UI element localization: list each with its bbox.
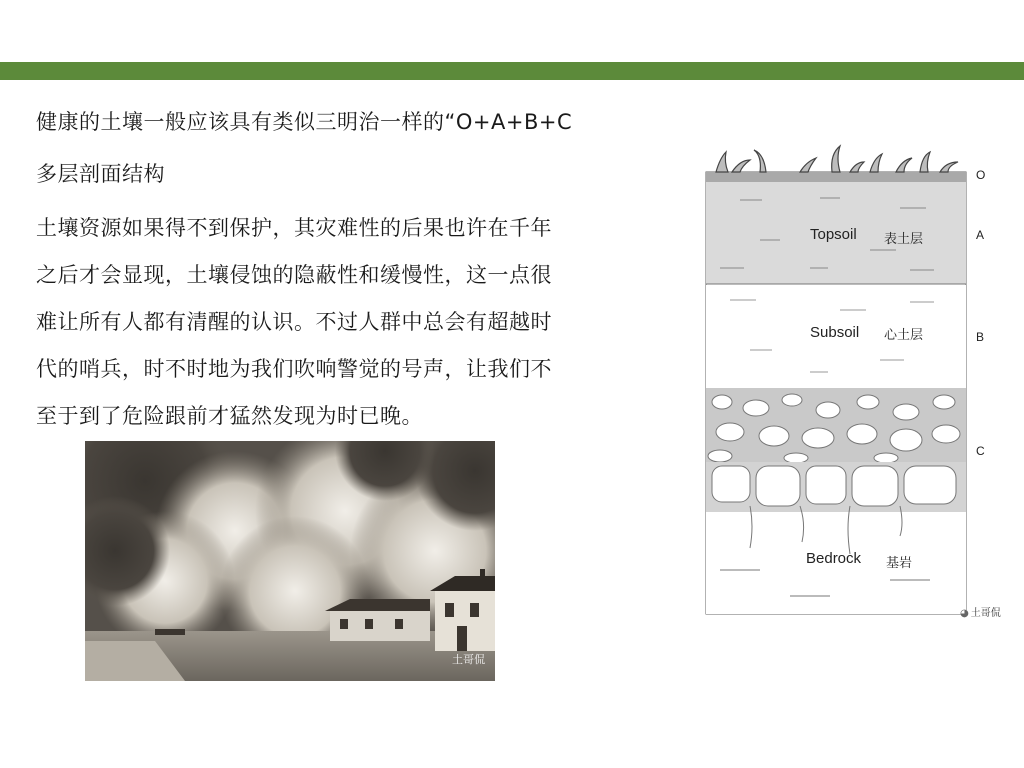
paragraph-line: 之后才会显现，土壤侵蚀的隐蔽性和缓慢性，这一点很 bbox=[36, 263, 552, 287]
heading-line: 多层剖面结构 bbox=[36, 162, 165, 186]
header-accent-bar bbox=[0, 62, 1024, 80]
layer-label-subsoil: Subsoil bbox=[810, 324, 860, 341]
heading-line: 健康的土壤一般应该具有类似三明治一样的“O+A+B+C bbox=[36, 110, 573, 134]
dust-storm-photo bbox=[85, 441, 495, 681]
paragraph-line: 至于到了危险跟前才猛然发现为时已晚。 bbox=[36, 404, 423, 428]
profile-watermark: ◕ 土哥侃 bbox=[960, 604, 1001, 619]
slide-heading bbox=[36, 96, 656, 200]
horizon-letter-c: C bbox=[976, 444, 985, 458]
horizon-letter-o: O bbox=[976, 168, 986, 182]
paragraph-line: 代的哨兵，时不时地为我们吹响警觉的号声，让我们不 bbox=[36, 357, 552, 381]
layer-label-topsoil: Topsoil bbox=[810, 226, 857, 243]
layer-label-topsoil-cn: 表土层 bbox=[884, 231, 924, 246]
photo-watermark: 土哥侃 bbox=[452, 653, 485, 666]
dust-storm-illustration bbox=[85, 441, 495, 681]
horizon-letter-b: B bbox=[976, 330, 985, 344]
layer-label-bedrock: Bedrock bbox=[806, 550, 862, 567]
layer-label-subsoil-cn: 心土层 bbox=[884, 327, 924, 342]
paragraph-line: 土壤资源如果得不到保护，其灾难性的后果也许在千年 bbox=[36, 216, 552, 240]
soil-profile-diagram bbox=[700, 140, 1000, 620]
soil-profile-drawing bbox=[700, 140, 1000, 620]
horizon-letter-a: A bbox=[976, 228, 985, 242]
paragraph-line: 难让所有人都有清醒的认识。不过人群中总会有超越时 bbox=[36, 310, 552, 334]
body-paragraph bbox=[36, 205, 656, 440]
layer-label-bedrock-cn: 基岩 bbox=[886, 555, 913, 570]
